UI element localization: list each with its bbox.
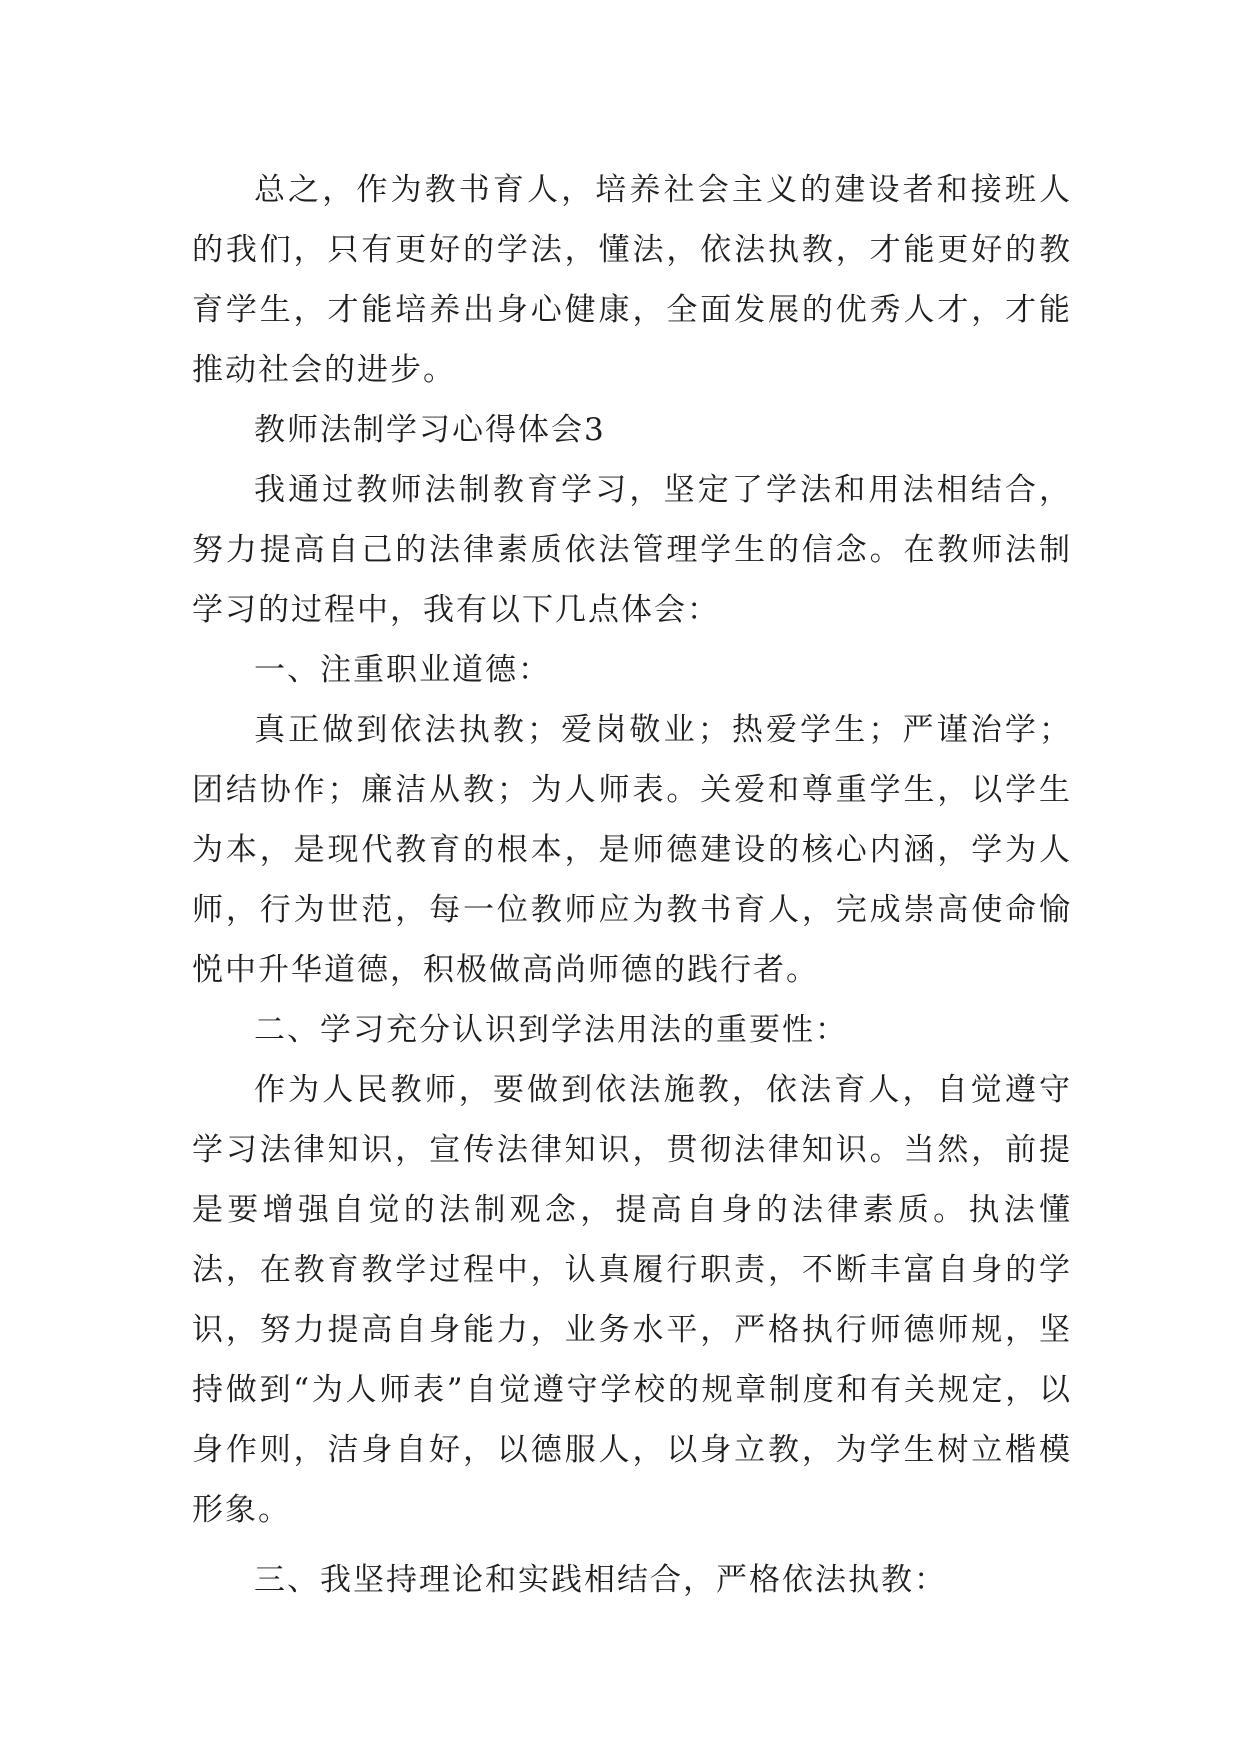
point-heading-1: 一、注重职业道德： — [254, 652, 551, 688]
point-heading-3: 三、我坚持理论和实践相结合，严格依法执教： — [254, 1562, 947, 1598]
point-heading-2: 二、学习充分认识到学法用法的重要性： — [254, 1012, 848, 1048]
document-body — [192, 160, 1072, 1610]
paragraph-point-1: 真正做到依法执教；爱岗敬业；热爱学生；严谨治学；团结协作；廉洁从教；为人师表。关爱和尊重学生，以学生为本，是现代教育的根本，是师德建设的核心内涵，学为人师，行为世范，每一位教师应为教书育人，完成崇高使命愉悦中升华道德，积极做高尚师德的践行者。 — [192, 712, 1072, 988]
section-title: 教师法制学习心得体会3 — [254, 412, 606, 448]
paragraph-point-2: 作为人民教师，要做到依法施教，依法育人，自觉遵守学习法律知识，宣传法律知识，贯彻法律知识。当然，前提是要增强自觉的法制观念，提高自身的法律素质。执法懂法，在教育教学过程中，认真履行职责，不断丰富自身的学识，努力提高自身能力，业务水平，严格执行师德师规，坚持做到“为人师表”自觉遵守学校的规章制度和有关规定，以身作则，洁身自好，以德服人，以身立教，为学生树立楷模形象。 — [192, 1072, 1072, 1528]
paragraph-intro: 我通过教师法制教育学习，坚定了学法和用法相结合，努力提高自己的法律素质依法管理学生的信念。在教师法制学习的过程中，我有以下几点体会： — [192, 472, 1072, 628]
paragraph-conclusion: 总之，作为教书育人，培养社会主义的建设者和接班人的我们，只有更好的学法，懂法，依法执教，才能更好的教育学生，才能培养出身心健康，全面发展的优秀人才，才能推动社会的进步。 — [192, 172, 1072, 388]
